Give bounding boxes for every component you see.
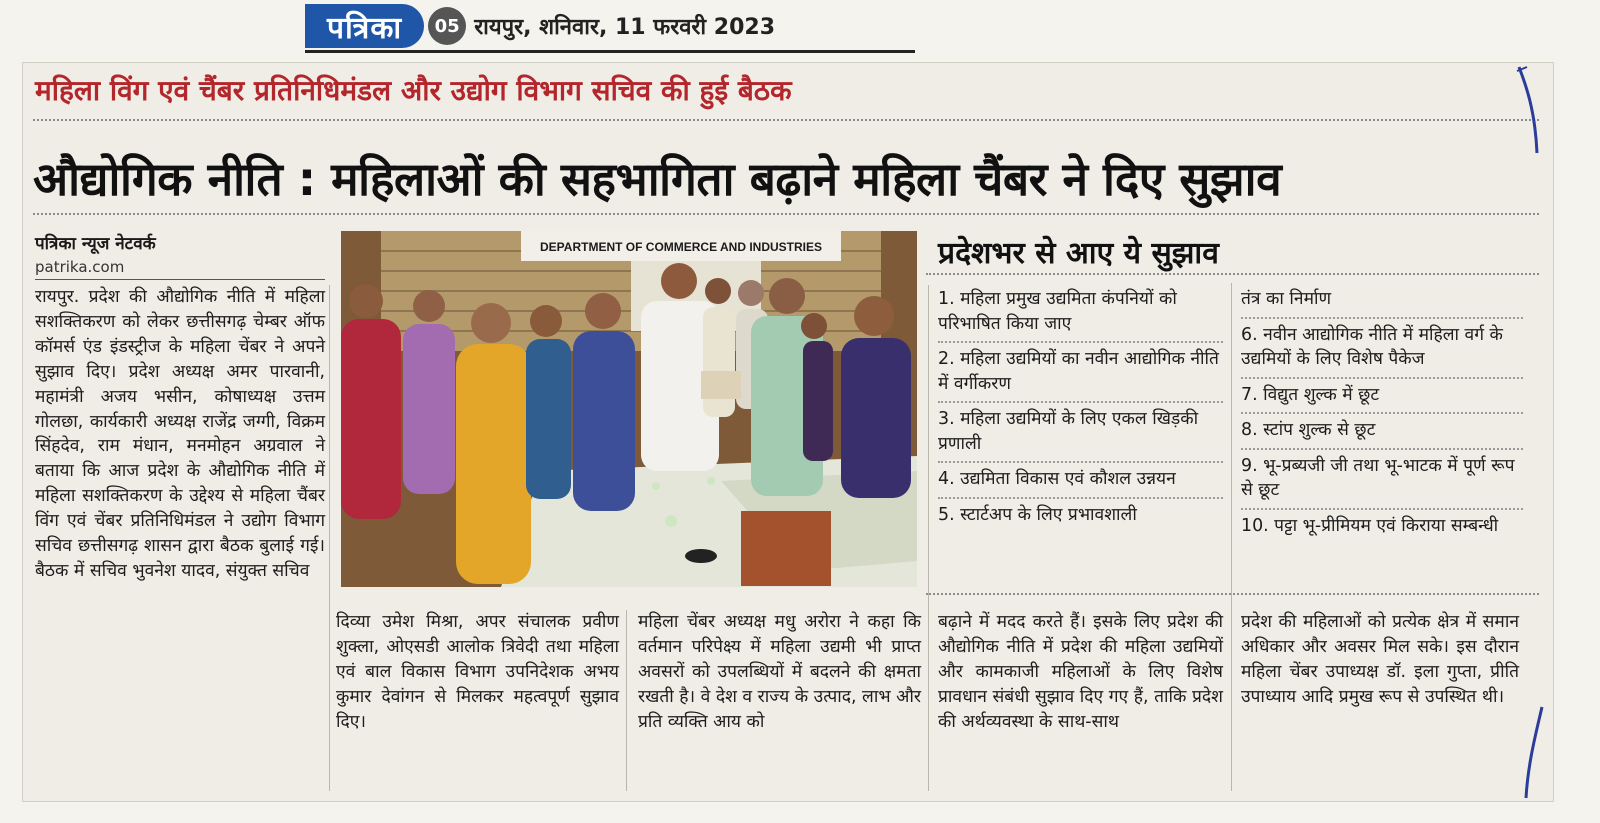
dotted-divider [926,593,1539,595]
dotted-divider [926,273,1539,275]
dotted-divider [33,213,1539,215]
dotted-divider [33,119,1539,121]
column-divider [1231,283,1232,791]
byline-site: patrika.com [35,258,125,276]
newspaper-logo: पत्रिका [305,4,424,48]
article-column-3: महिला चेंबर अध्यक्ष मधु अरोरा ने कहा कि वर्तमान परिपेक्ष्य में महिला उद्यमी भी प्राप्त अवसरों को उपलब्धियों में बदलने की क्षमता रखती है। वे देश व राज्य के उत्पाद, लाभ और प्रति व्यक्ति आय को [638,612,922,732]
suggestions-title: प्रदेशभर से आए ये सुझाव [938,236,1219,271]
suggestion-item: 10. पट्टा भू-प्रीमियम एवं किराया सम्बन्धी [1241,515,1499,536]
suggestion-item: 2. महिला उद्यमियों का नवीन आद्योगिक नीति में वर्गीकरण [938,343,1223,403]
column-divider [928,285,929,791]
byline-network: पत्रिका न्यूज नेटवर्क [35,234,156,254]
photo-banner-text: DEPARTMENT OF COMMERCE AND INDUSTRIES [540,240,822,254]
masthead [305,2,915,50]
suggestion-item: 4. उद्यमिता विकास एवं कौशल उन्नयन [938,463,1223,499]
kicker-headline: महिला विंग एवं चैंबर प्रतिनिधिमंडल और उद्योग विभाग सचिव की हुई बैठक [35,74,792,107]
article-column-4: बढ़ाने में मदद करते हैं। इसके लिए प्रदेश की औद्योगिक नीति में प्रदेश की महिला उद्यमियों और कामकाजी महिलाओं के लिए विशेष प्रावधान संबंधी सुझाव दिए गए हैं, ताकि प्रदेश की अर्थव्यवस्था के साथ-साथ [938,612,1223,732]
suggestion-item: 3. महिला उद्यमियों के लिए एकल खिड़की प्रणाली [938,403,1223,463]
suggestion-item: तंत्र का निर्माण [1241,283,1523,319]
meeting-photo-illustration [341,231,917,587]
suggestion-item: 8. स्टांप शुल्क से छूट [1241,414,1523,450]
article-column-2: दिव्या उमेश मिश्रा, अपर संचालक प्रवीण शुक्ला, ओएसडी आलोक त्रिवेदी तथा महिला एवं बाल विकास विभाग उपनिदेशक अभय कुमार देवांगन से मिलकर महत्वपूर्ण सुझाव दिए। [336,612,619,732]
dateline: रायपुर, शनिवार, 11 फरवरी 2023 [474,15,776,40]
suggestion-item: 5. स्टार्टअप के लिए प्रभावशाली [938,504,1137,525]
suggestions-list-left [938,283,1223,532]
suggestion-item: 9. भू-प्रब्यजी जी तथा भू-भाटक में पूर्ण रूप से छूट [1241,450,1523,510]
column-divider [329,285,330,791]
byline-rule [35,279,325,280]
news-clipping [22,62,1554,802]
suggestion-item: 1. महिला प्रमुख उद्यमिता कंपनियों को परिभाषित किया जाए [938,283,1223,343]
suggestions-list-right [1241,283,1523,543]
pen-mark-top [1513,63,1553,163]
article-column-5: प्रदेश की महिलाओं को प्रत्येक क्षेत्र में समान अधिकार और अवसर मिल सके। इस दौरान महिला चेंबर उपाध्यक्ष डॉ. इला गुप्ता, प्रीति उपाध्याय आदि प्रमुख रूप से उपस्थित थी। [1241,612,1519,707]
byline [35,231,325,276]
main-headline: औद्योगिक नीति : महिलाओं की सहभागिता बढ़ाने महिला चैंबर ने दिए सुझाव [33,152,1282,206]
page-number-badge: 05 [428,7,466,45]
suggestion-item: 6. नवीन आद्योगिक नीति में महिला वर्ग के उद्यमियों के लिए विशेष पैकेज [1241,319,1523,379]
article-column-1: रायपुर. प्रदेश की औद्योगिक नीति में महिला सशक्तिकरण को लेकर छत्तीसगढ़ चेम्बर ऑफ कॉमर्स एंड इंडस्ट्रीज के महिला चेंबर ने अपने सुझाव दिए। प्रदेश अध्यक्ष अमर पारवानी, महामंत्री अजय भसीन, कोषाध्यक्ष उत्तम गोलछा, कार्यकारी अध्यक्ष राजेंद्र जग्गी, विक्रम सिंहदेव, राम मंधान, मनमोहन अग्रवाल ने बताया कि आज प्रदेश के औद्योगिक नीति में महिला सशक्तिकरण के उद्देश्य से महिला चैंबर विंग एवं चेंबर प्रतिनिधिमंडल ने उद्योग विभाग सचिव छत्तीसगढ़ शासन द्वारा बैठक बुलाई गई। बैठक में सचिव भुवनेश यादव, संयुक्त सचिव [35,287,325,581]
masthead-rule [305,50,915,53]
column-divider [626,610,627,791]
news-photo [341,231,917,587]
suggestion-item: 7. विद्युत शुल्क में छूट [1241,379,1523,415]
pen-mark-bottom [1518,703,1553,803]
